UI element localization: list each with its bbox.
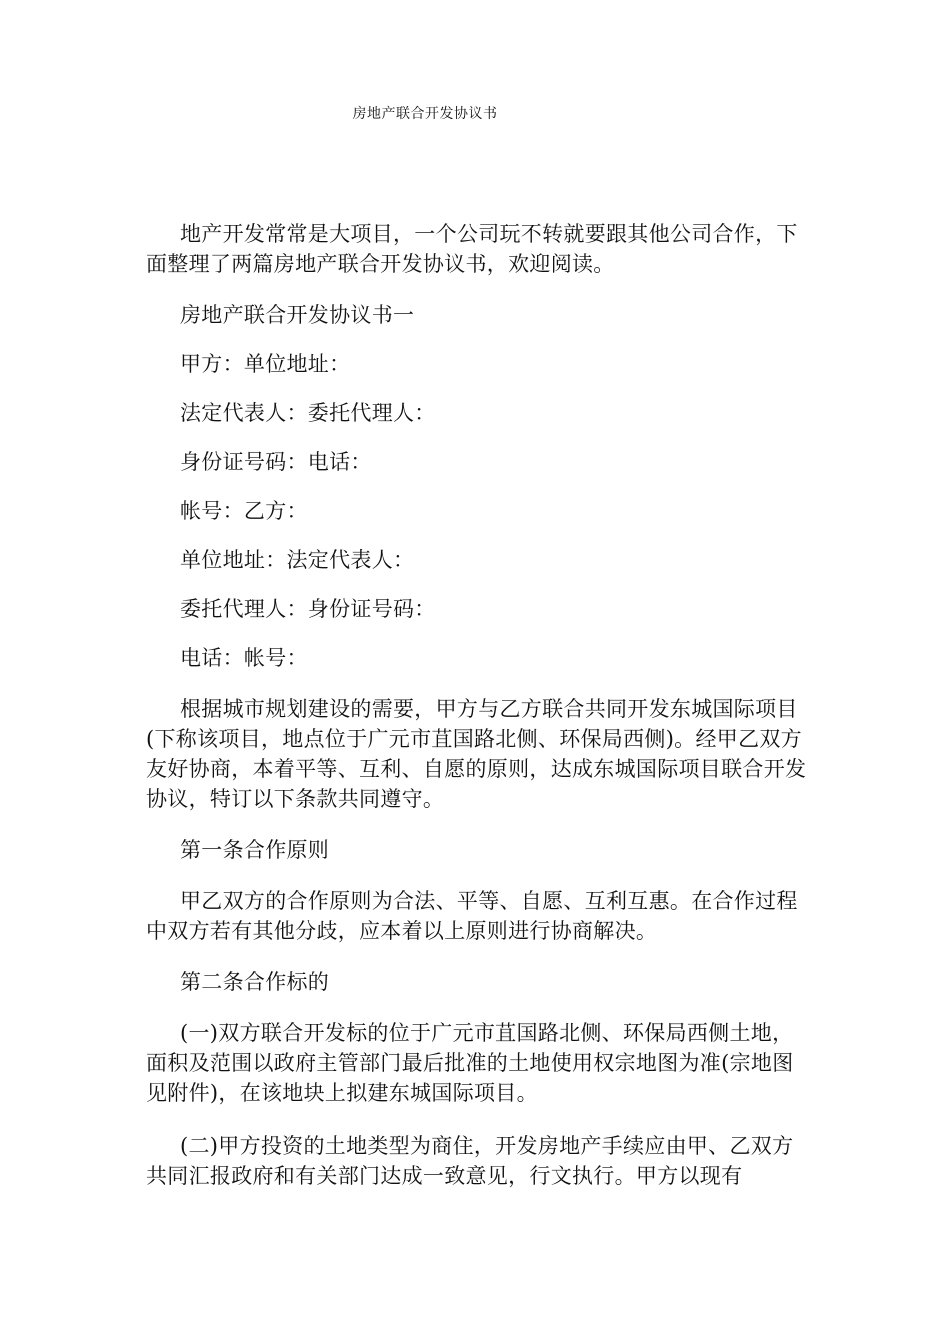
phone-account-line: 电话：帐号： bbox=[180, 646, 308, 670]
article-one-paragraph: 甲乙双方的合作原则为合法、平等、自愿、互利互惠。在合作过程中双方若有其他分歧，应本着以上原则进行协商解决。 bbox=[146, 889, 798, 943]
id-phone-line: 身份证号码：电话： bbox=[180, 450, 372, 474]
legal-representative-line: 法定代表人：委托代理人： bbox=[180, 401, 436, 425]
party-a-address-line: 甲方：单位地址： bbox=[180, 352, 351, 376]
agreement-title-line: 房地产联合开发协议书一 bbox=[180, 303, 415, 327]
article-two-clause-one: (一)双方联合开发标的位于广元市苴国路北侧、环保局西侧土地，面积及范围以政府主管部门最后批准的土地使用权宗地图为准(宗地图见附件)，在该地块上拟建东城国际项目。 bbox=[146, 1021, 794, 1105]
document-header-title: 房地产联合开发协议书 bbox=[352, 106, 498, 122]
intro-paragraph: 地产开发常常是大项目，一个公司玩不转就要跟其他公司合作，下面整理了两篇房地产联合开发协议书，欢迎阅读。 bbox=[146, 222, 798, 276]
account-party-b-line: 帐号：乙方： bbox=[180, 499, 308, 523]
party-b-address-line: 单位地址：法定代表人： bbox=[180, 548, 415, 572]
article-two-heading: 第二条合作标的 bbox=[180, 970, 330, 994]
article-two-clause-two: (二)甲方投资的土地类型为商住，开发房地产手续应由甲、乙双方共同汇报政府和有关部门达成一致意见，行文执行。甲方以现有 bbox=[146, 1134, 794, 1188]
article-one-heading: 第一条合作原则 bbox=[180, 838, 330, 862]
preamble-paragraph: 根据城市规划建设的需要，甲方与乙方联合共同开发东城国际项目(下称该项目，地点位于广元市苴国路北侧、环保局西侧)。经甲乙双方友好协商，本着平等、互利、自愿的原则，达成东城国际项目联合开发协议，特订以下条款共同遵守。 bbox=[146, 697, 807, 811]
document-body bbox=[146, 219, 810, 1214]
agent-id-line: 委托代理人：身份证号码： bbox=[180, 597, 436, 621]
